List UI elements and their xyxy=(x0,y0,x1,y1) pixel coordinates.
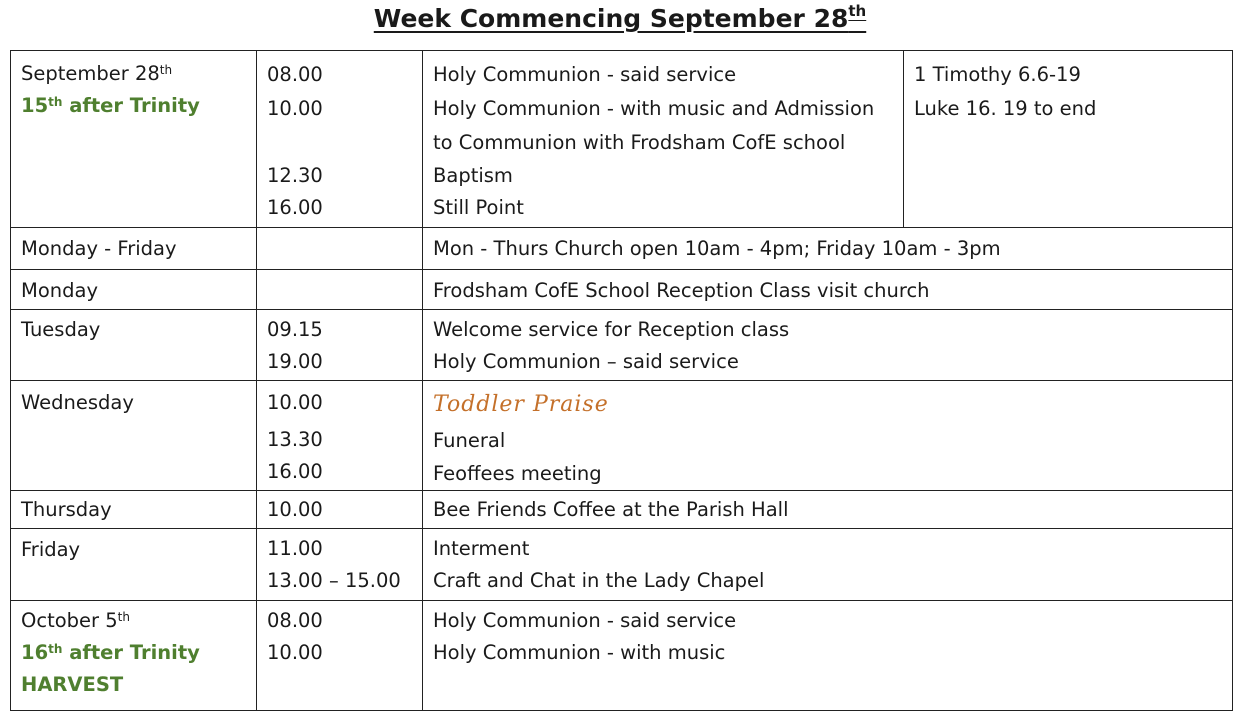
time: 08.00 xyxy=(267,63,323,86)
day-date: October 5th xyxy=(21,609,130,632)
schedule-row-wednesday xyxy=(11,381,1233,491)
time-cell xyxy=(257,228,423,270)
time-cell xyxy=(257,601,423,711)
time: 11.00 xyxy=(267,537,323,560)
event: to Communion with Frodsham CofE school xyxy=(433,131,846,154)
day-label: Thursday xyxy=(21,498,112,521)
time: 13.30 xyxy=(267,428,323,451)
time: 16.00 xyxy=(267,196,323,219)
event-cell xyxy=(423,310,1233,381)
schedule-row-mon-fri xyxy=(11,228,1233,270)
time: 13.00 – 15.00 xyxy=(267,569,401,592)
time: 10.00 xyxy=(267,641,323,664)
day-label: Tuesday xyxy=(21,318,101,341)
time-cell xyxy=(257,270,423,310)
schedule-row-tuesday xyxy=(11,310,1233,381)
event: Holy Communion – said service xyxy=(433,350,739,373)
toddler-praise-heading: Toddler Praise xyxy=(433,392,609,417)
time: 16.00 xyxy=(267,460,323,483)
time: 10.00 xyxy=(267,391,323,414)
event: Funeral xyxy=(433,429,506,452)
day-cell xyxy=(11,310,257,381)
time: 10.00 xyxy=(267,498,323,521)
event: Still Point xyxy=(433,196,524,219)
day-label: Friday xyxy=(21,538,81,561)
event: Holy Communion - said service xyxy=(433,63,737,86)
event: Feoffees meeting xyxy=(433,462,602,485)
event: Interment xyxy=(433,537,530,560)
time-cell xyxy=(257,51,423,228)
schedule-row-friday xyxy=(11,529,1233,601)
time-cell xyxy=(257,529,423,601)
event: Bee Friends Coffee at the Parish Hall xyxy=(433,498,789,521)
time: 08.00 xyxy=(267,609,323,632)
event: Holy Communion - with music xyxy=(433,641,726,664)
time-cell xyxy=(257,491,423,529)
time: 09.15 xyxy=(267,318,323,341)
event: Holy Communion - said service xyxy=(433,609,737,632)
day-cell xyxy=(11,529,257,601)
time: 10.00 xyxy=(267,97,323,120)
day-liturgical: 15th after Trinity xyxy=(21,94,200,117)
time xyxy=(267,126,422,160)
day-cell xyxy=(11,491,257,529)
event: Craft and Chat in the Lady Chapel xyxy=(433,569,765,592)
day-date: September 28th xyxy=(21,62,173,85)
title-text: Week Commencing September 28 xyxy=(373,4,849,33)
schedule-row-thursday xyxy=(11,491,1233,529)
event: Baptism xyxy=(433,164,513,187)
event-cell xyxy=(423,491,1233,529)
day-label: Wednesday xyxy=(21,391,134,414)
event-cell xyxy=(423,228,1233,270)
time-cell xyxy=(257,381,423,491)
day-cell xyxy=(11,228,257,270)
schedule-row-sep28 xyxy=(11,51,1233,228)
event: Frodsham CofE School Reception Class visit church xyxy=(433,279,930,302)
event: Welcome service for Reception class xyxy=(433,318,790,341)
event-cell xyxy=(423,270,1233,310)
readings-cell xyxy=(904,51,1233,228)
time: 12.30 xyxy=(267,164,323,187)
schedule-row-monday xyxy=(11,270,1233,310)
harvest-label: HARVEST xyxy=(21,673,124,696)
time: 19.00 xyxy=(267,350,323,373)
day-cell xyxy=(11,51,257,228)
time-cell xyxy=(257,310,423,381)
schedule-table xyxy=(10,50,1233,711)
event-cell xyxy=(423,381,1233,491)
day-label: Monday xyxy=(21,279,98,302)
page-title xyxy=(0,4,1240,33)
day-cell xyxy=(11,601,257,711)
event: Holy Communion - with music and Admission xyxy=(433,97,875,120)
schedule-row-oct5 xyxy=(11,601,1233,711)
event-cell xyxy=(423,51,904,228)
day-liturgical: 16th after Trinity xyxy=(21,641,200,664)
event: Mon - Thurs Church open 10am - 4pm; Friday 10am - 3pm xyxy=(433,237,1001,260)
reading: Luke 16. 19 to end xyxy=(914,97,1097,120)
event-cell xyxy=(423,529,1233,601)
day-cell xyxy=(11,381,257,491)
day-label: Monday - Friday xyxy=(21,237,177,260)
event-cell xyxy=(423,601,1233,711)
day-cell xyxy=(11,270,257,310)
reading: 1 Timothy 6.6-19 xyxy=(914,63,1081,86)
title-sup: th xyxy=(848,2,867,20)
